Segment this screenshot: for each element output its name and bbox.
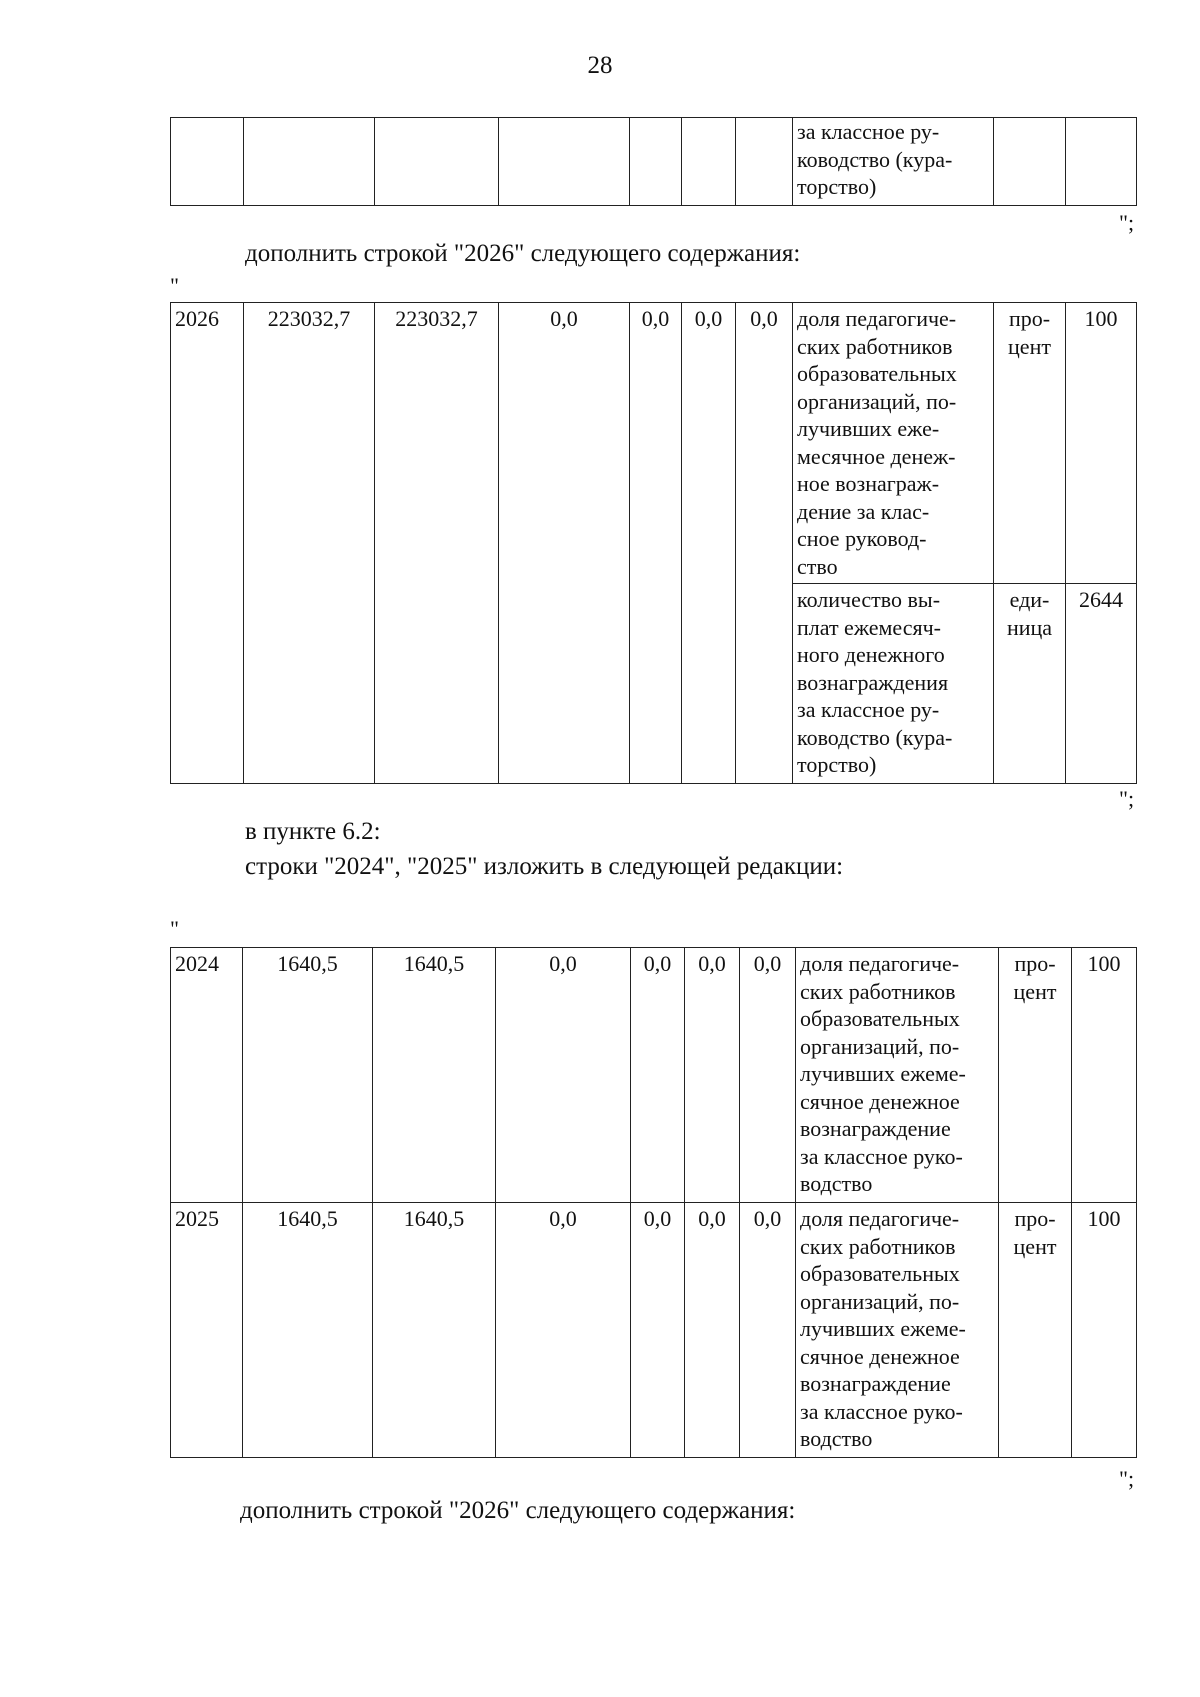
indicator-cell: за классное ру- ководство (кура- торство) [793,118,994,206]
value-cell: 0,0 [630,303,682,784]
close-quote-mark: "; [1119,210,1135,235]
indicator-cell: доля педагогиче- ских работников образовательных организаций, по- лучивших еже- месячное денеж- ное вознаграж- дение за клас- сное руковод- ство [793,303,994,584]
total-cell: 223032,7 [244,303,375,784]
value-cell: 0,0 [499,303,630,784]
paragraph-add-row-2026: дополнить строкой "2026" следующего содержания: [245,240,801,267]
value-cell: 0,0 [496,948,631,1203]
value-cell: 0,0 [496,1203,631,1458]
page-number: 28 [587,52,613,79]
open-quote-mark: " [170,916,179,941]
year-cell: 2026 [171,303,244,784]
close-quote-mark: "; [1119,1466,1135,1491]
value-cell: 0,0 [631,1203,685,1458]
table-row [171,1203,1137,1458]
value-cell: 0,0 [682,303,736,784]
indicator-cell: доля педагогиче- ских работников образовательных организаций, по- лучивших ежеме- сячное денежное вознаграждение за классное руко- водство [796,1203,999,1458]
indicator-cell: количество вы- плат ежемесяч- ного денежного вознаграждения за классное ру- ководство (кура- торство) [793,584,994,784]
indicator-cell: доля педагогиче- ских работников образовательных организаций, по- лучивших ежеме- сячное денежное вознаграждение за классное руко- водство [796,948,999,1203]
target-value-cell: 2644 [1066,584,1137,784]
value-cell: 0,0 [685,1203,740,1458]
paragraph-point-6-2: в пункте 6.2: [245,818,381,845]
value-cell: 0,0 [685,948,740,1203]
rows-2024-2025-table [170,947,1137,1458]
value-cell: 0,0 [740,948,796,1203]
continuation-table [170,117,1137,206]
value-cell: 1640,5 [373,948,496,1203]
total-cell: 1640,5 [243,948,373,1203]
target-value-cell: 100 [1072,948,1137,1203]
unit-cell: про- цент [994,303,1066,584]
value-cell: 1640,5 [373,1203,496,1458]
paragraph-rows-2024-2025: строки "2024", "2025" изложить в следующей редакции: [245,853,844,880]
table-row [171,118,1137,206]
unit-cell: еди- ница [994,584,1066,784]
year-cell: 2024 [171,948,243,1203]
value-cell: 0,0 [740,1203,796,1458]
close-quote-mark: "; [1119,786,1135,811]
year-cell: 2025 [171,1203,243,1458]
value-cell: 223032,7 [375,303,499,784]
paragraph-add-row-2026: дополнить строкой "2026" следующего содержания: [240,1497,796,1524]
total-cell: 1640,5 [243,1203,373,1458]
unit-cell: про- цент [999,948,1072,1203]
table-row [171,948,1137,1203]
unit-cell: про- цент [999,1203,1072,1458]
target-value-cell: 100 [1066,303,1137,584]
value-cell: 0,0 [736,303,793,784]
value-cell: 0,0 [631,948,685,1203]
table-row [171,303,1137,584]
open-quote-mark: " [170,273,179,298]
target-value-cell: 100 [1072,1203,1137,1458]
row-2026-table [170,302,1137,784]
